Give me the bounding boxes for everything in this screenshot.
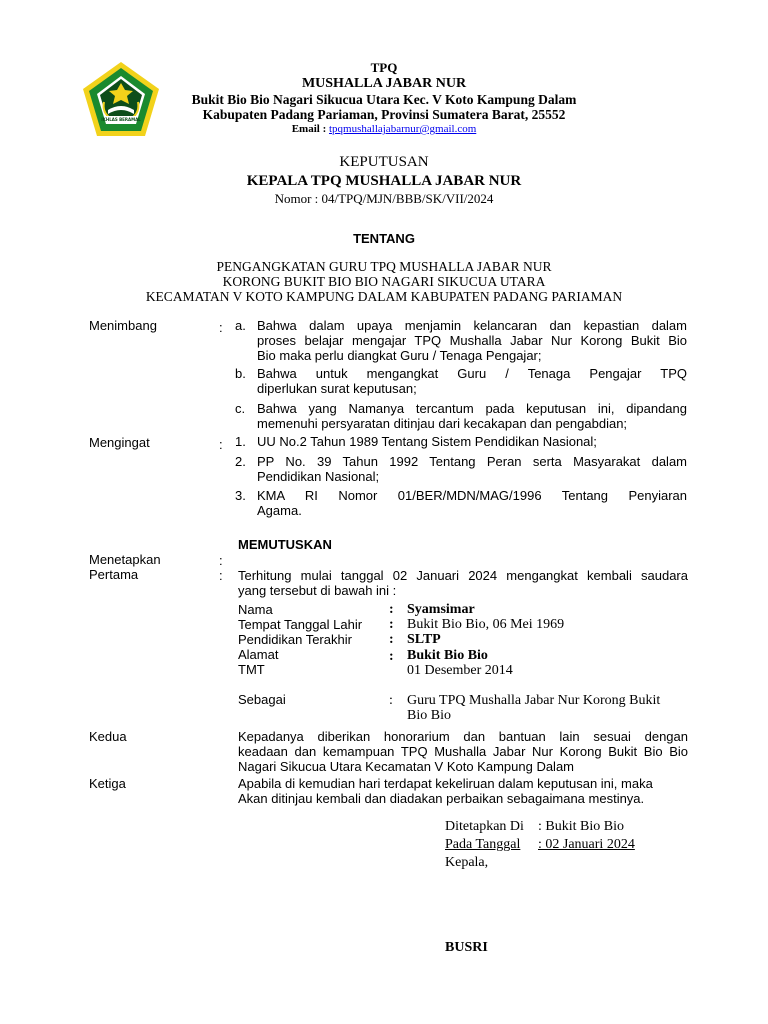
detail-nama-colon: : (389, 602, 394, 617)
tentang-line-1: PENGANGKATAN GURU TPQ MUSHALLA JABAR NUR (216, 259, 552, 274)
mengingat-2-marker: 2. (235, 454, 246, 469)
ketiga-label: Ketiga (89, 776, 126, 791)
sig-date-value: : 02 Januari 2024 (538, 837, 635, 852)
mengingat-1-marker: 1. (235, 434, 246, 449)
mengingat-1-text: UU No.2 Tahun 1989 Tentang Sistem Pendidikan Nasional; (257, 434, 597, 449)
detail-tmt-value: 01 Desember 2014 (407, 663, 513, 678)
pertama-text: Terhitung mulai tanggal 02 Januari 2024 mengangkat kembali saudara yang tersebut di bawah ini : (238, 568, 688, 598)
detail-pendidikan-value: SLTP (407, 632, 441, 647)
memutuskan-heading: MEMUTUSKAN (238, 537, 332, 552)
detail-ttl-value: Bukit Bio Bio, 06 Mei 1969 (407, 617, 565, 632)
mengingat-2-text: PP No. 39 Tahun 1992 Tentang Peran serta Masyarakat dalam Pendidikan Nasional; (257, 454, 687, 484)
detail-alamat-value: Bukit Bio Bio (407, 648, 488, 663)
email-label: Email : (291, 123, 327, 135)
detail-pendidikan-colon: : (389, 632, 394, 647)
detail-ttl-colon: : (389, 617, 394, 632)
tentang-heading: TENTANG (353, 231, 415, 246)
mengingat-colon: : (219, 437, 223, 452)
logo-ribbon-text: IKHLAS BERAMAL (101, 117, 141, 122)
menimbang-b-marker: b. (235, 366, 246, 381)
address-line-2: Kabupaten Padang Pariaman, Provinsi Sumatera Barat, 25552 (202, 107, 566, 122)
address-line-1: Bukit Bio Bio Nagari Sikucua Utara Kec. V Koto Kampung Dalam (191, 92, 577, 107)
kedua-label: Kedua (89, 729, 127, 744)
menetapkan-label: Menetapkan (89, 552, 161, 567)
menetapkan-colon: : (219, 553, 223, 568)
sebagai-label: Sebagai (238, 692, 286, 707)
sig-role: Kepala, (445, 855, 489, 870)
mengingat-3-text: KMA RI Nomor 01/BER/MDN/MAG/1996 Tentang Penyiaran Agama. (257, 488, 687, 518)
sebagai-colon: : (389, 693, 393, 708)
title-keputusan: KEPUTUSAN (339, 154, 429, 170)
ketiga-text: Apabila di kemudian hari terdapat kekeliruan dalam keputusan ini, maka Akan ditinjau kembali dan diadakan perbaikan sebagaimana mestinya. (238, 776, 653, 806)
detail-alamat-label: Alamat (238, 647, 279, 662)
menimbang-label: Menimbang (89, 318, 157, 333)
detail-nama-label: Nama (238, 602, 273, 617)
sig-place-label: Ditetapkan Di (445, 819, 524, 834)
menimbang-c-text: Bahwa yang Namanya tercantum pada keputusan ini, dipandang memenuhi persyaratan ditinjau dari kecakapan dan pengabdian; (257, 401, 687, 431)
email-link[interactable]: tpqmushallajabarnur@gmail.com (328, 123, 477, 135)
letterhead (0, 0, 768, 140)
org-type: TPQ (370, 60, 398, 75)
detail-nama-value: Syamsimar (407, 602, 475, 617)
org-name: MUSHALLA JABAR NUR (301, 76, 467, 91)
sig-date-label: Pada Tanggal (445, 837, 521, 852)
email-line (0, 122, 768, 136)
title-kepala: KEPALA TPQ MUSHALLA JABAR NUR (246, 173, 522, 189)
sebagai-value: Guru TPQ Mushalla Jabar Nur Korong Bukit Bio Bio (407, 693, 661, 723)
pertama-colon: : (219, 568, 223, 583)
sig-place-value: : Bukit Bio Bio (538, 819, 624, 834)
tentang-line-3: KECAMATAN V KOTO KAMPUNG DALAM KABUPATEN PADANG PARIAMAN (145, 289, 623, 304)
kedua-text: Kepadanya diberikan honorarium dan bantuan lain sesuai dengan keadaan dan kemampuan TPQ Mushalla Jabar Nur Korong Bukit Bio Bio Nagari Sikucua Utara Kecamatan V Koto Kampung Dalam (238, 729, 688, 774)
tentang-line-2: KORONG BUKIT BIO BIO NAGARI SIKUCUA UTARA (222, 274, 546, 289)
detail-tmt-label: TMT (238, 662, 265, 677)
detail-ttl-label: Tempat Tanggal Lahir (238, 617, 363, 632)
menimbang-a-text: Bahwa dalam upaya menjamin kelancaran dan kepastian dalam proses belajar mengajar TPQ Mushalla Jabar Nur Korong Bukit Bio Bio maka perlu diangkat Guru / Tenaga Pengajar; (257, 318, 687, 363)
menimbang-a-marker: a. (235, 318, 246, 333)
detail-pendidikan-label: Pendidikan Terakhir (238, 632, 352, 647)
mengingat-label: Mengingat (89, 435, 150, 450)
pertama-label: Pertama (89, 567, 139, 582)
decree-number: Nomor : 04/TPQ/MJN/BBB/SK/VII/2024 (274, 191, 494, 206)
sig-name: BUSRI (445, 940, 488, 955)
detail-alamat-colon: : (389, 649, 394, 664)
mengingat-3-marker: 3. (235, 488, 246, 503)
menimbang-b-text: Bahwa untuk mengangkat Guru / Tenaga Pengajar TPQ diperlukan surat keputusan; (257, 366, 687, 396)
menimbang-colon: : (219, 320, 223, 335)
menimbang-c-marker: c. (235, 401, 246, 416)
